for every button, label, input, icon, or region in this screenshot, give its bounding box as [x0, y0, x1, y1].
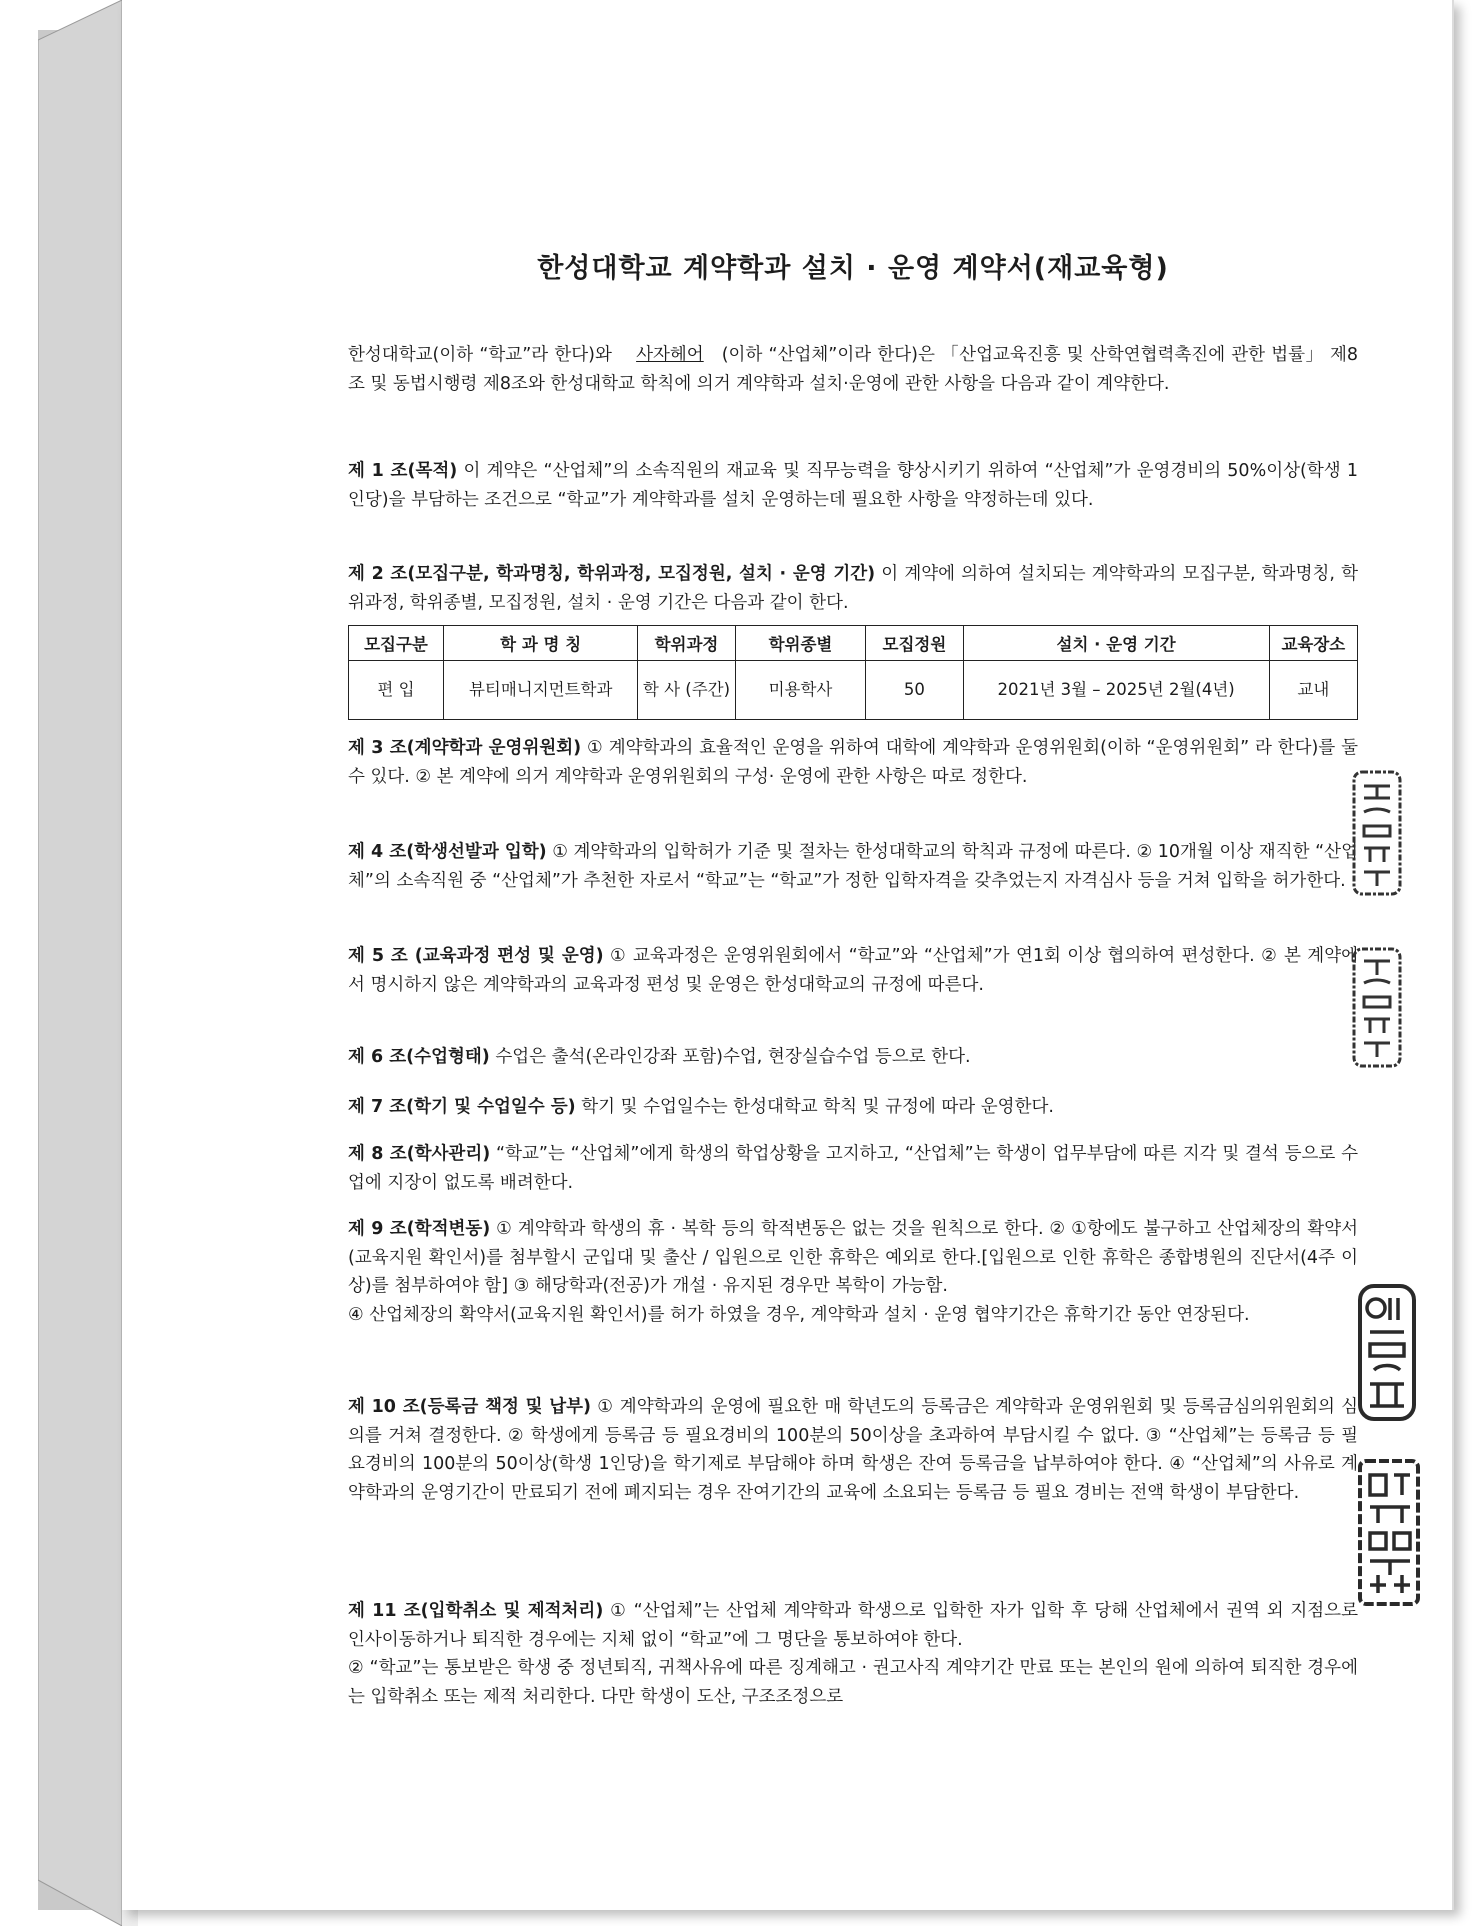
- document-title: 한성대학교 계약학과 설치 · 운영 계약서(재교육형): [537, 253, 1169, 284]
- article-title: 제 9 조(학적변동): [348, 1219, 491, 1239]
- table-cell: 교내: [1269, 661, 1357, 720]
- margin-seal-stamp: [1350, 768, 1404, 898]
- article-text: 이 계약에 의하여 설치되는 계약학과의 모집구분, 학과명칭, 학위과정, 학위종별, 모집정원, 설치 · 운영 기간은 다음과 같이 한다.: [348, 564, 1358, 613]
- table-cell: 뷰티매니지먼트학과: [443, 661, 637, 720]
- table-cell: 편 입: [349, 661, 444, 720]
- article-2: [348, 560, 1358, 617]
- article-text: ① 교육과정은 운영위원회에서 “학교”와 “산업체”가 연1회 이상 협의하여 편성한다. ② 본 계약에서 명시하지 않은 계약학과의 교육과정 편성 및 운영은 한성대학교의 규정에 따른다.: [348, 946, 1359, 995]
- article-title: 제 5 조 (교육과정 편성 및 운영): [348, 946, 604, 966]
- table-header: 교육장소: [1269, 626, 1357, 661]
- article-extra: ④ 산업체장의 확약서(교육지원 확인서)를 허가 하였을 경우, 계약학과 설치 · 운영 협약기간은 휴학기간 동안 연장된다.: [348, 1304, 1250, 1325]
- article-4: [348, 838, 1358, 895]
- table-header: 모집정원: [866, 626, 963, 661]
- article-11: [348, 1597, 1358, 1711]
- table-cell: 2021년 3월 – 2025년 2월(4년): [963, 661, 1269, 720]
- article-text: ① 계약학과의 운영에 필요한 매 학년도의 등록금은 계약학과 운영위원회 및 등록금심의위원회의 심의를 거쳐 결정한다. ② 학생에게 등록금 등 필요경비의 100분의 50이상을 초과하여 부담시킬 수 없다. ③ “산업체”는 등록금 등 필요경비의 100분의 50이상(학생 1인당)을 학기제로 부담해야 하며 학생은 잔여 등록금을 납부하여야 한다. ④ “산업체”의 사유로 계약학과의 운영기간이 만료되기 전에 폐지되는 경우 잔여기간의 교육에 소요되는 등록금 등 필요 경비는 전액 학생이 부담한다.: [348, 1397, 1358, 1503]
- table-header: 설치 · 운영 기간: [963, 626, 1269, 661]
- article-extra: ② “학교”는 통보받은 학생 중 정년퇴직, 귀책사유에 따른 징계해고 · 권고사직 계약기간 만료 또는 본인의 원에 의하여 퇴직한 경우에는 입학취소 또는 제적 처리한다. 다만 학생이 도산, 구조조정으로: [348, 1658, 1358, 1707]
- document-page: [122, 0, 1454, 1910]
- article-title: 제 11 조(입학취소 및 제적처리): [348, 1601, 604, 1621]
- article-1: [348, 457, 1358, 514]
- article-title: 제 7 조(학기 및 수업일수 등): [348, 1097, 576, 1117]
- table-header-row: [349, 626, 1358, 661]
- article-title: 제 10 조(등록금 책정 및 납부): [348, 1397, 592, 1417]
- article-6: [348, 1043, 1358, 1072]
- article-7: [348, 1093, 1358, 1122]
- table-row: [349, 661, 1358, 720]
- table-header: 학위과정: [638, 626, 735, 661]
- table-cell: 미용학사: [735, 661, 866, 720]
- article-title: 제 1 조(목적): [348, 461, 458, 481]
- official-seal-stamp: [1354, 1455, 1424, 1610]
- margin-seal-stamp: [1350, 945, 1404, 1070]
- article-text: 학기 및 수업일수는 한성대학교 학칙 및 규정에 따라 운영한다.: [575, 1097, 1054, 1117]
- article-title: 제 3 조(계약학과 운영위원회): [348, 738, 582, 758]
- article-text: 이 계약은 “산업체”의 소속직원의 재교육 및 직무능력을 향상시키기 위하여 “산업체”가 운영경비의 50%이상(학생 1인당)을 부담하는 조건으로 “학교”가 계약학과를 설치 운영하는데 필요한 사항을 약정하는데 있다.: [348, 461, 1358, 510]
- department-table: [348, 625, 1358, 720]
- table-header: 학 과 명 칭: [443, 626, 637, 661]
- table-cell: 학 사 (주간): [638, 661, 735, 720]
- article-10: [348, 1393, 1358, 1507]
- article-title: 제 6 조(수업형태): [348, 1047, 490, 1067]
- article-title: 제 4 조(학생선발과 입학): [348, 842, 547, 862]
- company-name: 사자헤어: [636, 345, 704, 365]
- article-text: “학교”는 “산업체”에게 학생의 학업상황을 고지하고, “산업체”는 학생이 업무부담에 따른 지각 및 결석 등으로 수업에 지장이 없도록 배려한다.: [348, 1144, 1359, 1193]
- article-text: ① 계약학과 학생의 휴 · 복학 등의 학적변동은 없는 것을 원칙으로 한다. ② ①항에도 불구하고 산업체장의 확약서(교육지원 확인서)를 첨부할시 군입대 및 출산 / 입원으로 인한 휴학은 예외로 한다.[입원으로 인한 휴학은 종합병원의 진단서(4주 이상)를 첨부하여야 함] ③ 해당학과(전공)가 개설 · 유지된 경우만 복학이 가능함.: [348, 1219, 1359, 1296]
- article-3: [348, 734, 1358, 791]
- intro-paragraph: [348, 341, 1358, 398]
- official-seal-stamp: [1354, 1280, 1420, 1425]
- intro-before: 한성대학교(이하 “학교”라 한다)와: [348, 345, 612, 365]
- article-9: [348, 1215, 1358, 1329]
- article-title: 제 2 조(모집구분, 학과명칭, 학위과정, 모집정원, 설치 · 운영 기간): [348, 564, 876, 584]
- article-text: ① “산업체”는 산업체 계약학과 학생으로 입학한 자가 입학 후 당해 산업체에서 권역 외 지점으로 인사이동하거나 퇴직한 경우에는 지체 없이 “학교”에 그 명단을 통보하여야 한다.: [348, 1601, 1358, 1650]
- article-8: [348, 1140, 1358, 1197]
- table-header: 모집구분: [349, 626, 444, 661]
- article-text: ① 계약학과의 입학허가 기준 및 절차는 한성대학교의 학칙과 규정에 따른다. ② 10개월 이상 재직한 “산업체”의 소속직원 중 “산업체”가 추천한 자로서 “학교”는 “학교”가 정한 입학자격을 갖추었는지 자격심사 등을 거쳐 입학을 허가한다.: [348, 842, 1358, 891]
- article-text: ① 계약학과의 효율적인 운영을 위하여 대학에 계약학과 운영위원회(이하 “운영위원회” 라 한다)를 둘 수 있다. ② 본 계약에 의거 계약학과 운영위원회의 구성· 운영에 관한 사항은 따로 정한다.: [348, 738, 1358, 787]
- table-cell: 50: [866, 661, 963, 720]
- article-title: 제 8 조(학사관리): [348, 1144, 491, 1164]
- intro-after: (이하 “산업체”이라 한다)은 「산업교육진흥 및 산학연협력촉진에 관한 법률」 제8조 및 동법시행령 제8조와 한성대학교 학칙에 의거 계약학과 설치·운영에 관한 사항을 다음과 같이 계약한다.: [348, 345, 1358, 394]
- article-text: 수업은 출석(온라인강좌 포함)수업, 현장실습수업 등으로 한다.: [489, 1047, 971, 1067]
- table-header: 학위종별: [735, 626, 866, 661]
- article-5: [348, 942, 1358, 999]
